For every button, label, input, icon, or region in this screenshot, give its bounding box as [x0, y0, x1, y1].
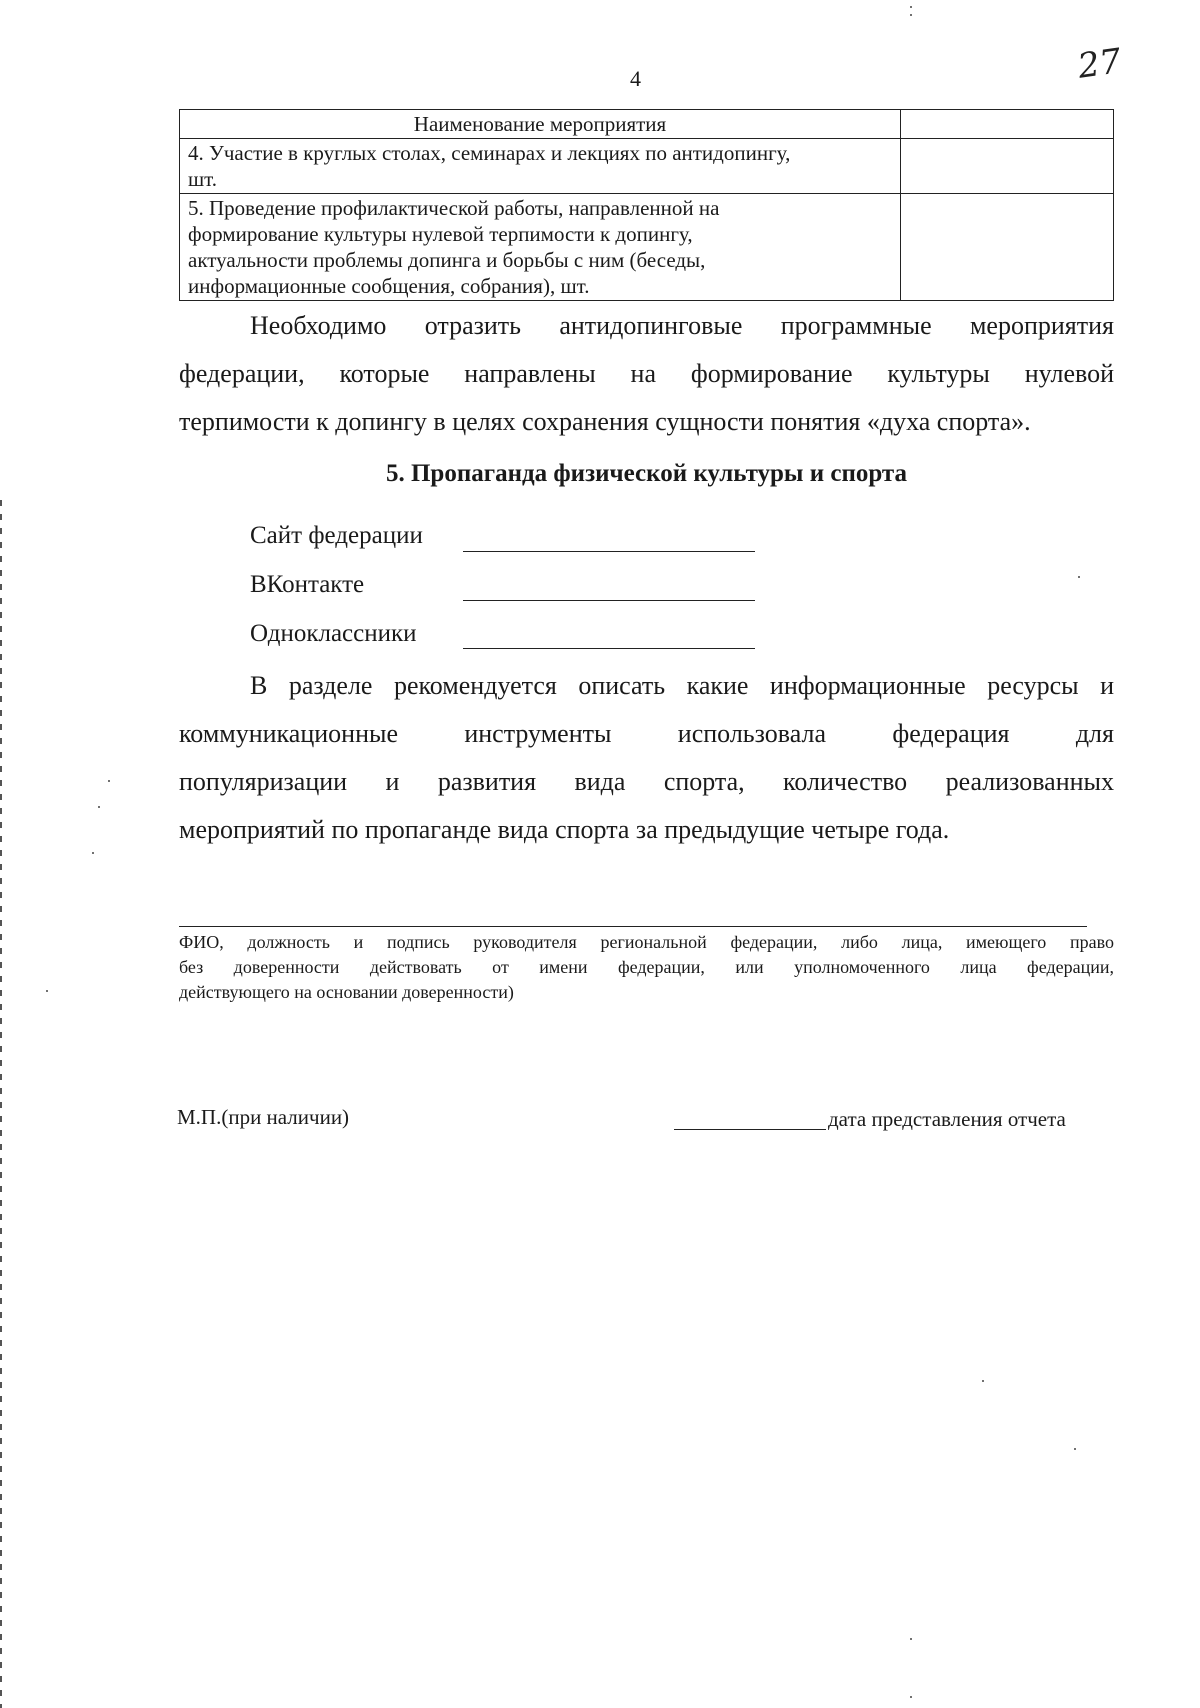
site-blank-line [463, 551, 755, 552]
ok-blank-line [463, 648, 755, 649]
stamp-label: М.П.(при наличии) [177, 1105, 350, 1129]
paragraph-line: федерации, которые направлены на формирование культуры нулевой [179, 359, 1114, 388]
paragraph-line: В разделе рекомендуется описать какие информационные ресурсы и [250, 671, 1114, 700]
scan-dot [1078, 576, 1080, 578]
date-blank-line [674, 1129, 826, 1130]
table-header-value-cell [901, 110, 1114, 139]
scan-dot [1074, 1448, 1076, 1450]
scan-dot [92, 852, 94, 854]
scan-dot [910, 1696, 912, 1698]
footnote-line: действующего на основании доверенности) [179, 982, 514, 1002]
scan-edge-artifact [0, 500, 2, 1708]
table-row-value [901, 139, 1114, 194]
footnote-line: ФИО, должность и подпись руководителя региональной федерации, либо лица, имеющего право [179, 932, 1114, 952]
scan-dot [910, 6, 912, 8]
table-row-line: актуальности проблемы допинга и борьбы с ним (беседы, [188, 248, 706, 272]
table-header-row [180, 110, 1114, 139]
table-row [180, 139, 1114, 194]
signature-line [179, 926, 1087, 927]
scan-dot [98, 806, 100, 808]
paragraph-line: популяризации и развития вида спорта, количество реализованных [179, 767, 1114, 796]
table-row-line: 4. Участие в круглых столах, семинарах и лекциях по антидопингу, [188, 141, 791, 165]
scan-dot [46, 990, 48, 992]
date-label: дата представления отчета [828, 1107, 1066, 1131]
table-header-cell: Наименование мероприятия [180, 110, 901, 139]
table-row-line: информационные сообщения, собрания), шт. [188, 274, 590, 298]
site-label: Сайт федерации [250, 522, 423, 549]
page-number: 4 [630, 66, 641, 91]
scan-dot [910, 1638, 912, 1640]
paragraph-line: терпимости к допингу в целях сохранения сущности понятия «духа спорта». [179, 407, 1031, 436]
table-row-value [901, 194, 1114, 301]
table-row [180, 194, 1114, 301]
paragraph-line: Необходимо отразить антидопинговые программные мероприятия [250, 311, 1114, 340]
handwritten-page-mark: 27 [1075, 41, 1124, 87]
ok-label: Одноклассники [250, 620, 417, 647]
activities-table [179, 109, 1114, 301]
section-heading: 5. Пропаганда физической культуры и спорта [385, 460, 908, 487]
vk-blank-line [463, 600, 755, 601]
table-row-line: 5. Проведение профилактической работы, направленной на [188, 196, 720, 220]
scan-dot [108, 780, 110, 782]
paragraph-line: мероприятий по пропаганде вида спорта за предыдущие четыре года. [179, 815, 950, 844]
table-row-label [180, 194, 901, 301]
table-row-line: формирование культуры нулевой терпимости к допингу, [188, 222, 693, 246]
footnote-line: без доверенности действовать от имени федерации, или уполномоченного лица федерации, [179, 957, 1114, 977]
table-row-label [180, 139, 901, 194]
scan-dot [910, 14, 912, 16]
scan-dot [982, 1380, 984, 1382]
vk-label: ВКонтакте [250, 571, 365, 598]
paragraph-line: коммуникационные инструменты использовала федерация для [179, 719, 1114, 748]
table-row-line: шт. [188, 167, 218, 191]
